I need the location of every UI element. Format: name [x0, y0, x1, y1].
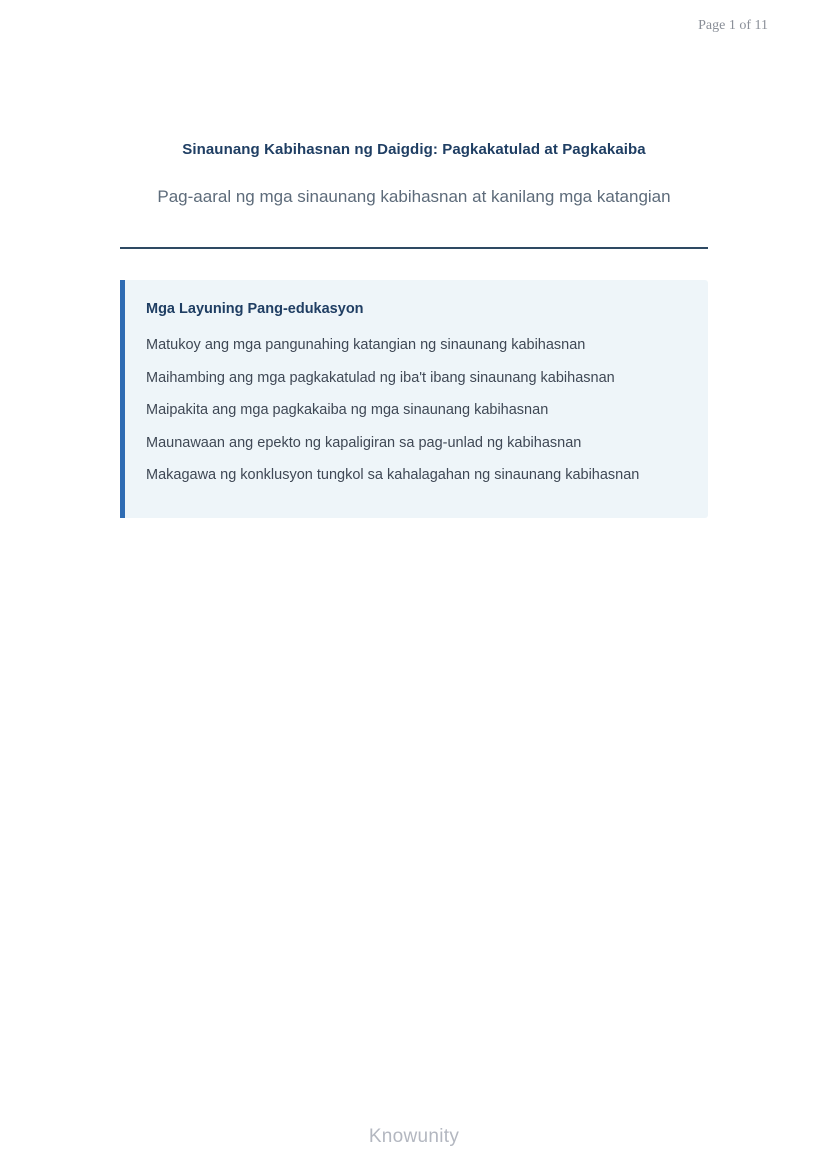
document-subtitle: Pag-aaral ng mga sinaunang kabihasnan at kanilang mga katangian	[157, 187, 671, 206]
list-item: Maipakita ang mga pagkakaiba ng mga sinaunang kabihasnan	[146, 402, 549, 418]
footer-brand: Knowunity	[368, 1126, 460, 1147]
list-item: Maunawaan ang epekto ng kapaligiran sa pag-unlad ng kabihasnan	[146, 434, 582, 451]
page-number-indicator: Page 1 of 11	[698, 18, 768, 33]
horizontal-rule	[120, 247, 708, 249]
list-item: Makagawa ng konklusyon tungkol sa kahalagahan ng sinaunang kabihasnan	[146, 467, 640, 483]
objectives-list	[146, 338, 680, 483]
objectives-heading: Mga Layuning Pang-edukasyon	[146, 301, 364, 317]
list-item: Maihambing ang mga pagkakatulad ng iba't ibang sinaunang kabihasnan	[146, 369, 615, 386]
document-title: Sinaunang Kabihasnan ng Daigdig: Pagkakatulad at Pagkakaiba	[182, 141, 646, 158]
list-item: Matukoy ang mga pangunahing katangian ng sinaunang kabihasnan	[146, 337, 586, 353]
learning-objectives-box	[120, 280, 708, 518]
